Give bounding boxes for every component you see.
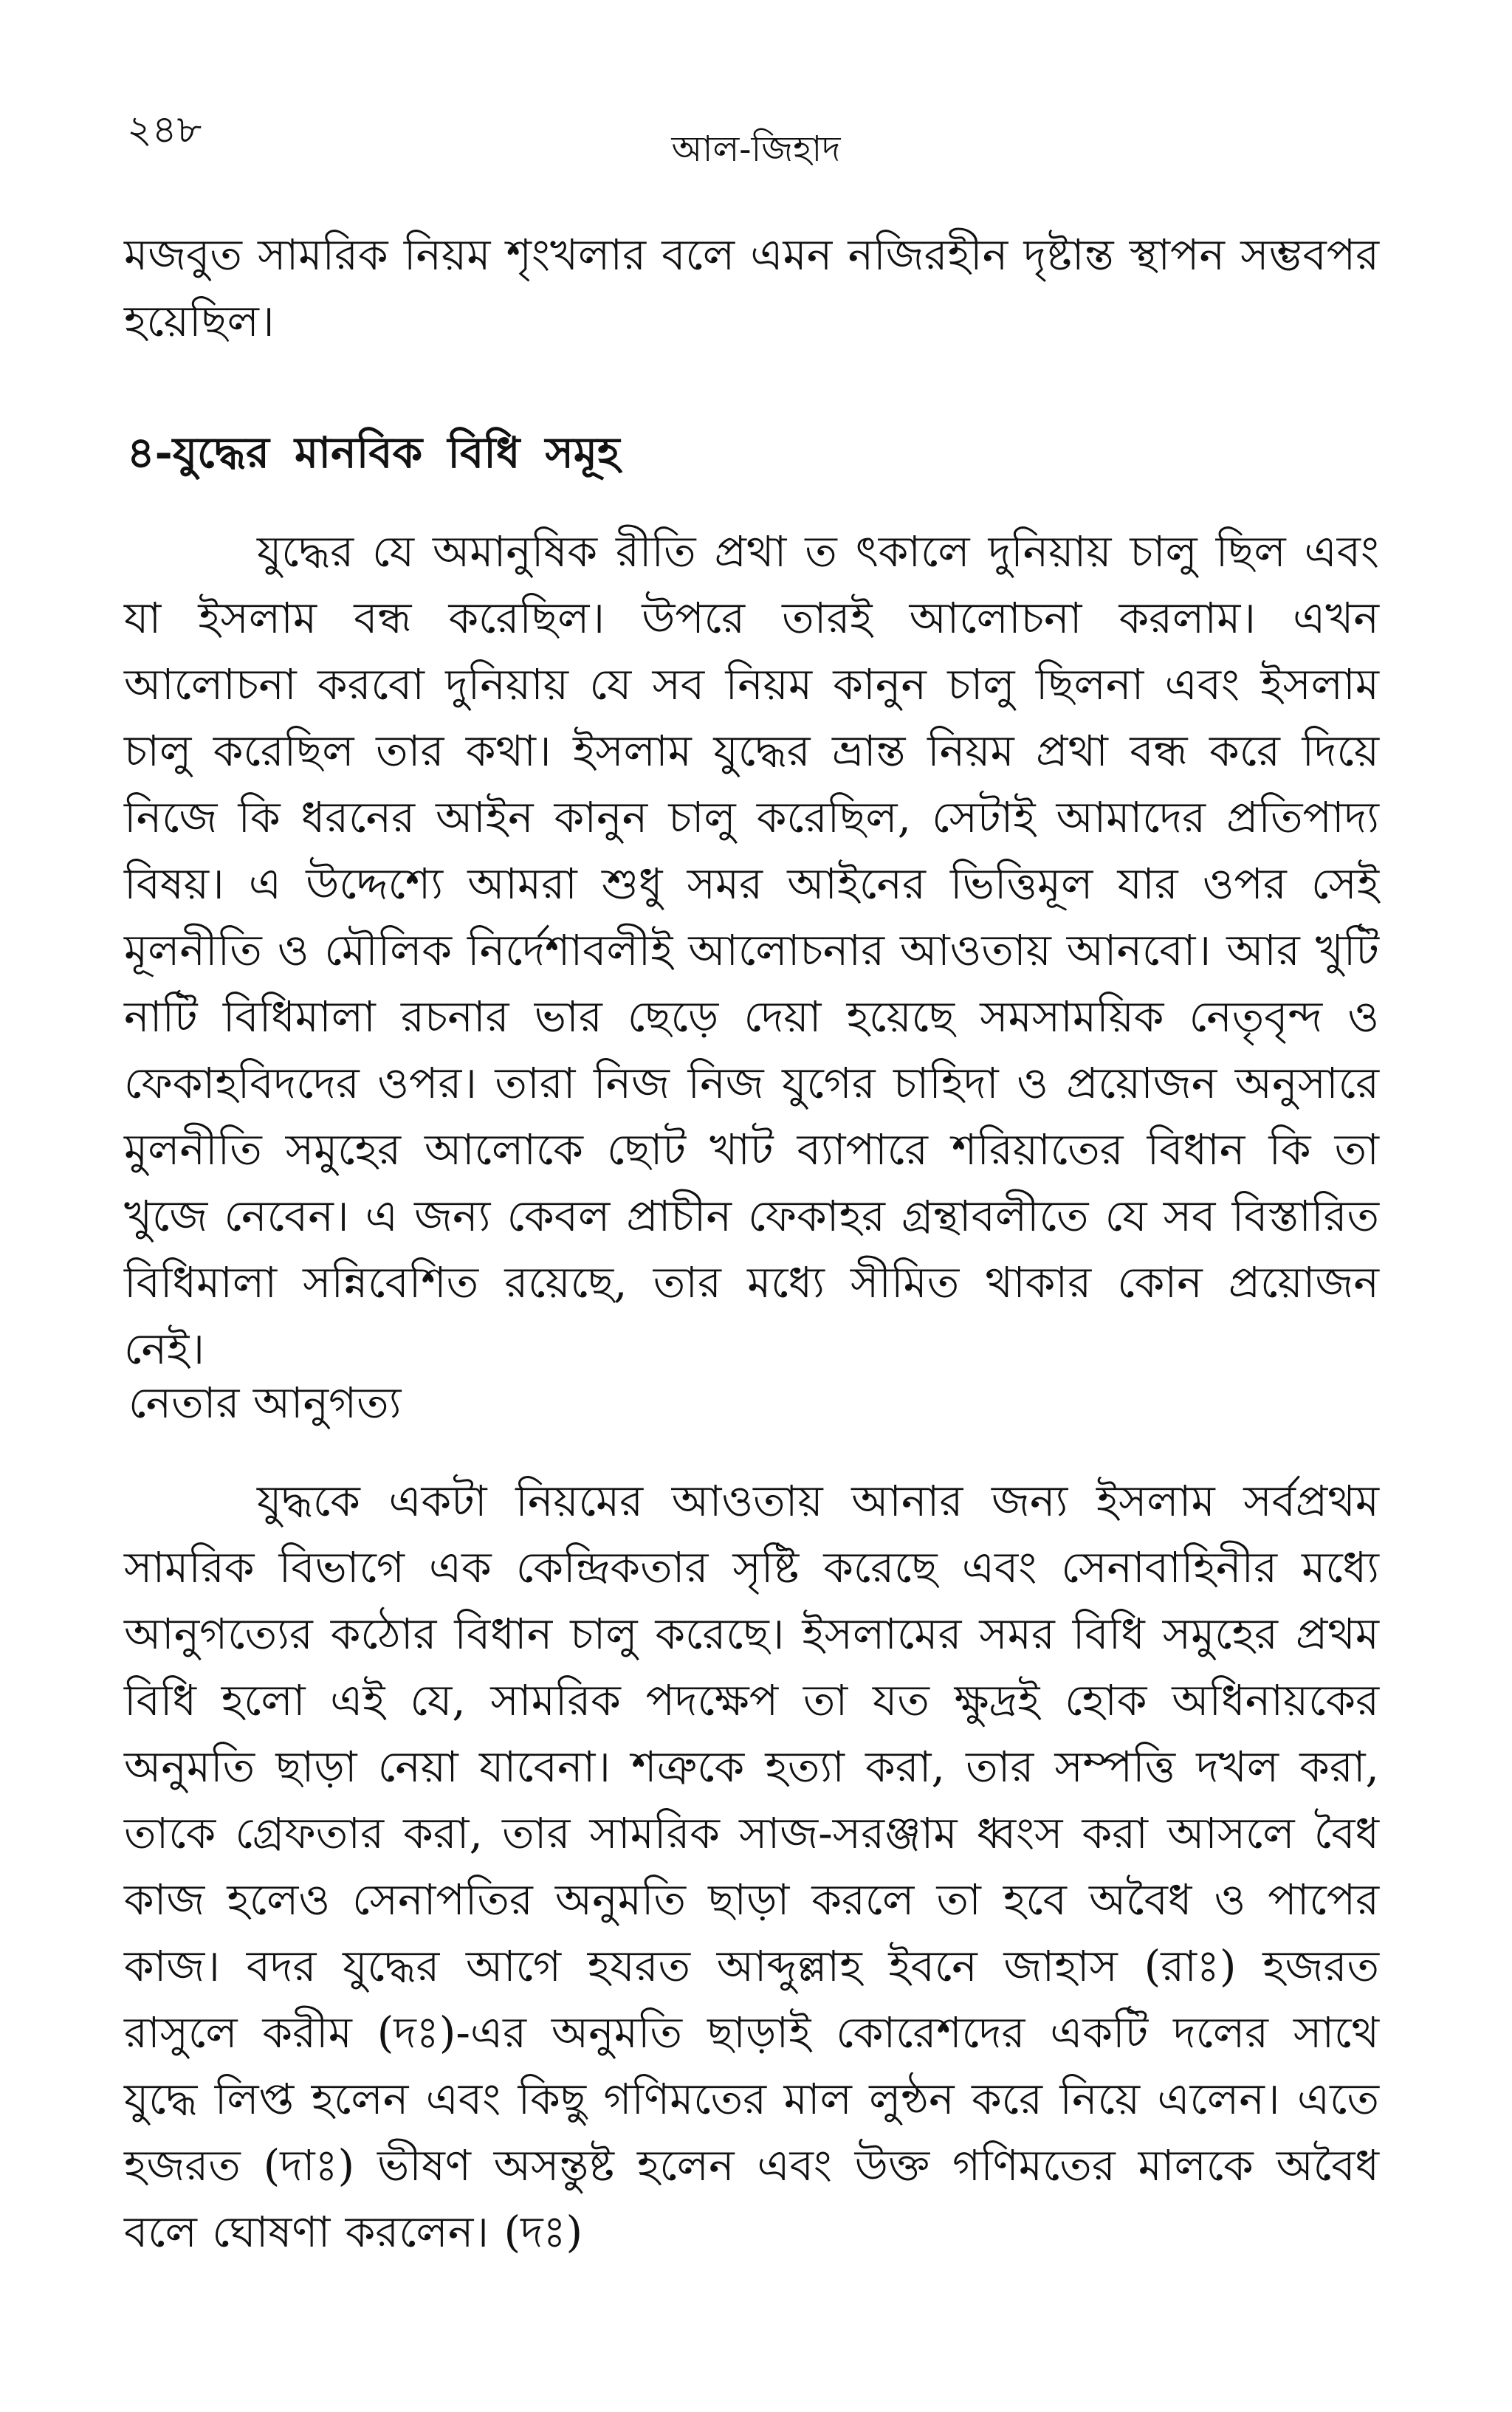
page-number: ২৪৮ xyxy=(127,108,202,152)
opening-paragraph: মজবুত সামরিক নিয়ম শৃংখলার বলে এমন নজিরহীন দৃষ্টান্ত স্থাপন সম্ভবপর হয়েছিল। xyxy=(124,230,1379,346)
subsection-paragraph: যুদ্ধকে একটা নিয়মের আওতায় আনার জন্য ইসলাম সর্বপ্রথম সামরিক বিভাগে এক কেন্দ্রিকতার সৃষ্টি করেছে এবং সেনাবাহিনীর মধ্যে আনুগত্যের কঠোর বিধান চালু করেছে। ইসলামের সমর বিধি সমুহের প্রথম বিধি হলো এই যে, সামরিক পদক্ষেপ তা যত ক্ষুদ্রই হোক অধিনায়কের অনুমতি ছাড়া নেয়া যাবেনা। শত্রুকে হত্যা করা, তার সম্পত্তি দখল করা, তাকে গ্রেফতার করা, তার সামরিক সাজ-সরঞ্জাম ধ্বংস করা আসলে বৈধ কাজ হলেও সেনাপতির অনুমতি ছাড়া করলে তা হবে অবৈধ ও পাপের কাজ। বদর যুদ্ধের আগে হযরত আব্দুল্লাহ ইবনে জাহাস (রাঃ) হজরত রাসুলে করীম (দঃ)-এর অনুমতি ছাড়াই কোরেশদের একটি দলের সাথে যুদ্ধে লিপ্ত হলেন এবং কিছু গণিমতের মাল লুন্ঠন করে নিয়ে এলেন। এতে হজরত (দাঃ) ভীষণ অসন্তুষ্ট হলেন এবং উক্ত গণিমতের মালকে অবৈধ বলে ঘোষণা করলেন। (দঃ) xyxy=(124,1476,1379,2257)
subsection-paragraph-block xyxy=(124,1468,1379,2265)
running-head: আল-জিহাদ xyxy=(671,128,841,170)
section-heading: ৪-যুদ্ধের মানবিক বিধি সমূহ xyxy=(127,427,620,478)
opening-paragraph-block xyxy=(124,221,1379,354)
section-paragraph: যুদ্ধের যে অমানুষিক রীতি প্রথা ত ৎকালে দুনিয়ায় চালু ছিল এবং যা ইসলাম বন্ধ করেছিল। উপরে তারই আলোচনা করলাম। এখন আলোচনা করবো দুনিয়ায় যে সব নিয়ম কানুন চালু ছিলনা এবং ইসলাম চালু করেছিল তার কথা। ইসলাম যুদ্ধের ভ্রান্ত নিয়ম প্রথা বন্ধ করে দিয়ে নিজে কি ধরনের আইন কানুন চালু করেছিল, সেটাই আমাদের প্রতিপাদ্য বিষয়। এ উদ্দেশ্যে আমরা শুধু সমর আইনের ভিত্তিমূল যার ওপর সেই মূলনীতি ও মৌলিক নির্দেশাবলীই আলোচনার আওতায় আনবো। আর খুটি নাটি বিধিমালা রচনার ভার ছেড়ে দেয়া হয়েছে সমসাময়িক নেতৃবৃন্দ ও ফেকাহবিদদের ওপর। তারা নিজ নিজ যুগের চাহিদা ও প্রয়োজন অনুসারে মুলনীতি সমুহের আলোকে ছোট খাট ব্যাপারে শরিয়াতের বিধান কি তা খুজে নেবেন। এ জন্য কেবল প্রাচীন ফেকাহর গ্রন্থাবলীতে যে সব বিস্তারিত বিধিমালা সন্নিবেশিত রয়েছে, তার মধ্যে সীমিত থাকার কোন প্রয়োজন নেই। xyxy=(124,526,1379,1374)
subheading: নেতার আনুগত্য xyxy=(128,1378,402,1428)
section-paragraph-block xyxy=(124,518,1379,1382)
